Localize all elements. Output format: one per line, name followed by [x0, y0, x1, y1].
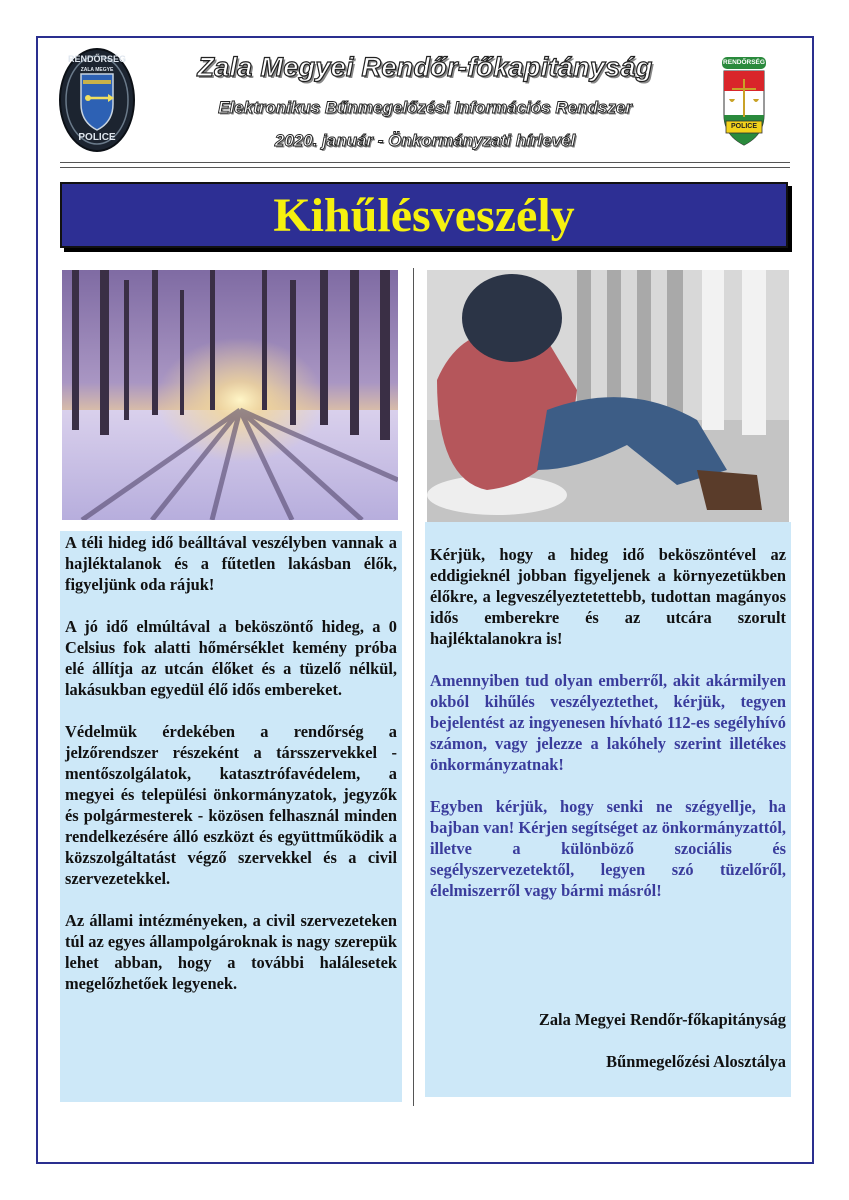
homeless-person-photo [427, 270, 789, 522]
header-title: Zala Megyei Rendőr-főkapitányság [197, 52, 653, 82]
badge-left-county-text: ZALA MEGYE [80, 67, 114, 73]
header-subtitle: Elektronikus Bűnmegelőzési Információs Rendszer [218, 98, 632, 117]
shield-right-top-text: RENDŐRSÉG [723, 59, 765, 66]
left-paragraph-1: A téli hideg idő beálltával veszélyben vannak a hajléktalanok és a fűtetlen lakásban élők, figyeljünk oda rájuk! [65, 533, 397, 594]
column-divider [413, 268, 414, 1106]
signature-line-1: Zala Megyei Rendőr-főkapitányság [538, 1010, 786, 1029]
badge-left-bottom-text: POLICE [78, 132, 116, 143]
left-paragraph-2: A jó idő elmúltával a beköszöntő hideg, a 0 Celsius fok alatti hőmérséklet kemény próba elé állítja az utcán élőket és a tüzelő nélkül, lakásukban egyedül élő idős embereket. [65, 617, 397, 699]
police-badge-logo-left [58, 46, 136, 154]
left-text-column [60, 531, 402, 1102]
police-shield-logo-right [720, 55, 768, 149]
header-issue: 2020. január - Önkormányzati hírlevél [274, 131, 576, 150]
signature-line-2: Bűnmegelőzési Alosztálya [606, 1052, 786, 1071]
banner-title: Kihűlésveszély [273, 188, 575, 242]
header-rule-top [60, 162, 790, 163]
left-paragraph-4: Az állami intézményeken, a civil szervezeteken túl az egyes állampolgároknak is nagy szerepük lehet abban, hogy a további halálesetek megelőzhetőek legyenek. [65, 911, 397, 993]
title-banner [60, 182, 788, 248]
winter-forest-photo [62, 270, 398, 520]
header-rule-bottom [60, 167, 790, 168]
right-paragraph-3: Egyben kérjük, hogy senki ne szégyellje, ha bajban van! Kérjen segítséget az önkormányzattól, illetve a különböző szociális és segélyszervezetektől, legyen szó tüzelőről, élelmiszerről vagy bármi másról! [430, 797, 787, 900]
shield-right-bottom-text: POLICE [730, 123, 758, 130]
right-text-column [425, 522, 791, 1097]
badge-left-top-text: RENDŐRSÉG [67, 54, 126, 64]
left-paragraph-3: Védelmük érdekében a rendőrség a jelzőrendszer részeként a társszervekkel - mentőszolgálatok, katasztrófavédelem, a megyei és települési önkormányzatok, jegyzők és polgármesterek - közösen felhasznál minden rendelkezésére álló eszközt és együttműködik a közszolgáltatást végző szervekkel és a civil szervezetekkel. [65, 722, 397, 888]
right-paragraph-1: Kérjük, hogy a hideg idő beköszöntével az eddigieknél jobban figyeljenek a környezetükben élőkre, a legveszélyeztetettebb, tudottan magányos idős emberekre és az utcára szorult hajléktalanokra is! [430, 545, 786, 648]
right-paragraph-2: Amennyiben tud olyan emberről, akit akármilyen okból kihűlés veszélyeztethet, kérjük, tegyen bejelentést az ingyenesen hívható 112-es segélyhívó számon, vagy jelezze a lakóhely szerint illetékes önkormányzatnak! [430, 671, 786, 774]
